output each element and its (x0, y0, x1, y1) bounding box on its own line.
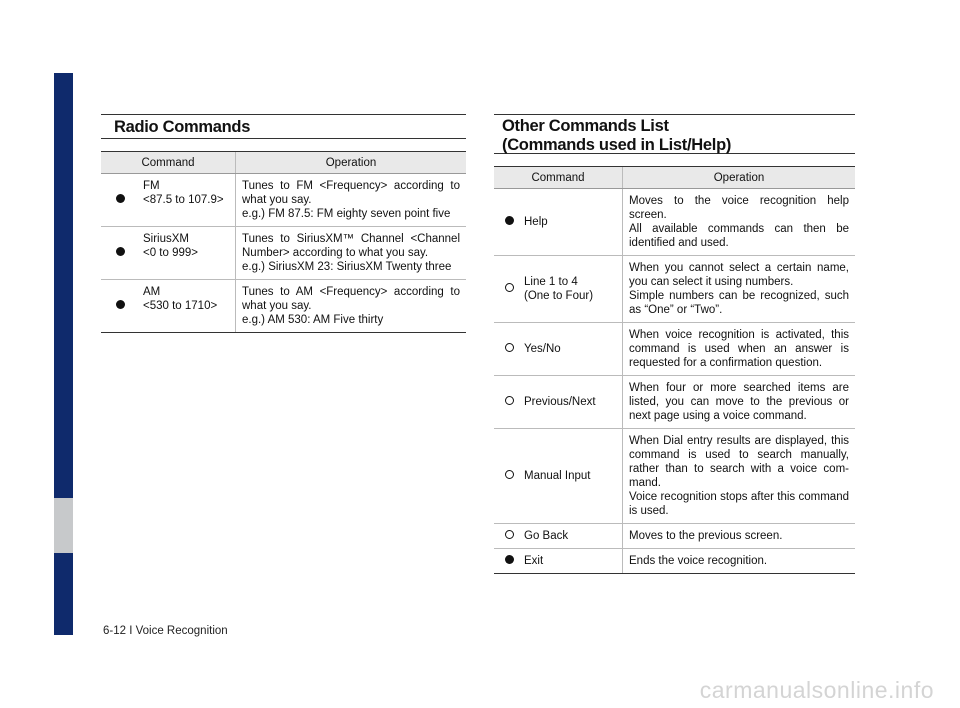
table-row (101, 280, 466, 333)
bullet-cell (101, 280, 139, 333)
filled-circle-icon (116, 300, 125, 309)
operation-cell (236, 227, 467, 280)
radio-commands-table (101, 151, 466, 333)
operation-cell (623, 549, 856, 574)
operation-text: e.g.) FM 87.5: FM eighty seven point five (242, 208, 451, 220)
table-row (494, 524, 855, 549)
radio-commands-title: Radio Commands (101, 114, 466, 139)
hollow-circle-icon (505, 343, 514, 352)
table-row (494, 323, 855, 376)
table-row (494, 189, 855, 256)
column-header-operation: Operation (236, 152, 467, 174)
operation-text: When voice recognition is activated, this command is used when an answer is requested for a confirmation question. (629, 329, 849, 369)
hollow-circle-icon (505, 283, 514, 292)
command-cell (139, 174, 236, 227)
other-commands-title: Other Commands List (Commands used in List/Help) (494, 114, 855, 154)
radio-commands-section (101, 114, 466, 333)
side-tab-bar (54, 73, 73, 498)
side-tab-marker (54, 498, 73, 553)
page-footer: 6-12 I Voice Recognition (103, 625, 228, 637)
bullet-cell (101, 227, 139, 280)
command-cell (524, 376, 623, 429)
operation-text: Moves to the previous screen. (629, 530, 783, 542)
operation-text: Simple numbers can be recognized, such as “One” or “Two”. (629, 290, 849, 316)
operation-text: All available commands can then be identified and used. (629, 223, 849, 249)
bullet-cell (494, 549, 524, 574)
command-cell (139, 280, 236, 333)
command-cell (524, 549, 623, 574)
column-header-operation: Operation (623, 167, 856, 189)
operation-cell (623, 189, 856, 256)
hollow-circle-icon (505, 530, 514, 539)
command-cell (524, 429, 623, 524)
table-row (494, 549, 855, 574)
bullet-cell (101, 174, 139, 227)
operation-text: When four or more searched items are listed, you can move to the previous or next page using a voice command. (629, 382, 849, 422)
table-row (101, 174, 466, 227)
command-text: AM (143, 286, 161, 298)
table-row (494, 429, 855, 524)
table-row (494, 376, 855, 429)
command-text: <530 to 1710> (143, 300, 218, 312)
command-text: Go Back (524, 530, 569, 542)
filled-circle-icon (116, 194, 125, 203)
bullet-cell (494, 524, 524, 549)
operation-cell (623, 524, 856, 549)
command-text: <0 to 999> (143, 247, 198, 259)
command-text: Line 1 to 4 (524, 276, 578, 288)
table-row (101, 227, 466, 280)
operation-text: Tunes to AM <Frequency> according to what you say. (242, 286, 460, 312)
operation-text: e.g.) AM 530: AM Five thirty (242, 314, 384, 326)
command-text: Exit (524, 555, 544, 567)
bullet-cell (494, 376, 524, 429)
filled-circle-icon (505, 555, 514, 564)
command-text: Yes/No (524, 343, 561, 355)
command-cell (524, 524, 623, 549)
command-cell (524, 189, 623, 256)
other-commands-table (494, 166, 855, 574)
column-header-command: Command (494, 167, 623, 189)
table-row (494, 256, 855, 323)
command-text: <87.5 to 107.9> (143, 194, 224, 206)
watermark: carmanualsonline.info (699, 677, 934, 703)
command-text: SiriusXM (143, 233, 190, 245)
command-cell (524, 256, 623, 323)
operation-cell (236, 174, 467, 227)
side-tab-bar-lower (54, 553, 73, 635)
command-text: Manual Input (524, 470, 591, 482)
operation-text: Tunes to SiriusXM™ Channel <Channel Number> according to what you say. (242, 233, 460, 259)
command-text: Help (524, 216, 548, 228)
operation-text: When Dial entry results are displayed, this command is used to search manually, rather than to search with a voice com-mand. (629, 435, 849, 489)
hollow-circle-icon (505, 470, 514, 479)
filled-circle-icon (505, 216, 514, 225)
other-commands-section (494, 114, 855, 574)
command-cell (524, 323, 623, 376)
bullet-cell (494, 429, 524, 524)
command-text: (One to Four) (524, 290, 594, 302)
operation-cell (623, 323, 856, 376)
filled-circle-icon (116, 247, 125, 256)
hollow-circle-icon (505, 396, 514, 405)
command-text: Previous/Next (524, 396, 596, 408)
bullet-cell (494, 189, 524, 256)
operation-cell (623, 376, 856, 429)
operation-text: Voice recognition stops after this command is used. (629, 491, 849, 517)
bullet-cell (494, 323, 524, 376)
operation-text: Ends the voice recognition. (629, 555, 768, 567)
operation-cell (236, 280, 467, 333)
command-text: FM (143, 180, 160, 192)
operation-text: When you cannot select a certain name, you can select it using numbers. (629, 262, 849, 288)
bullet-cell (494, 256, 524, 323)
column-header-command: Command (101, 152, 236, 174)
operation-cell (623, 429, 856, 524)
operation-cell (623, 256, 856, 323)
operation-text: Tunes to FM <Frequency> according to what you say. (242, 180, 460, 206)
command-cell (139, 227, 236, 280)
operation-text: Moves to the voice recognition help screen. (629, 195, 849, 221)
operation-text: e.g.) SiriusXM 23: SiriusXM Twenty three (242, 261, 452, 273)
